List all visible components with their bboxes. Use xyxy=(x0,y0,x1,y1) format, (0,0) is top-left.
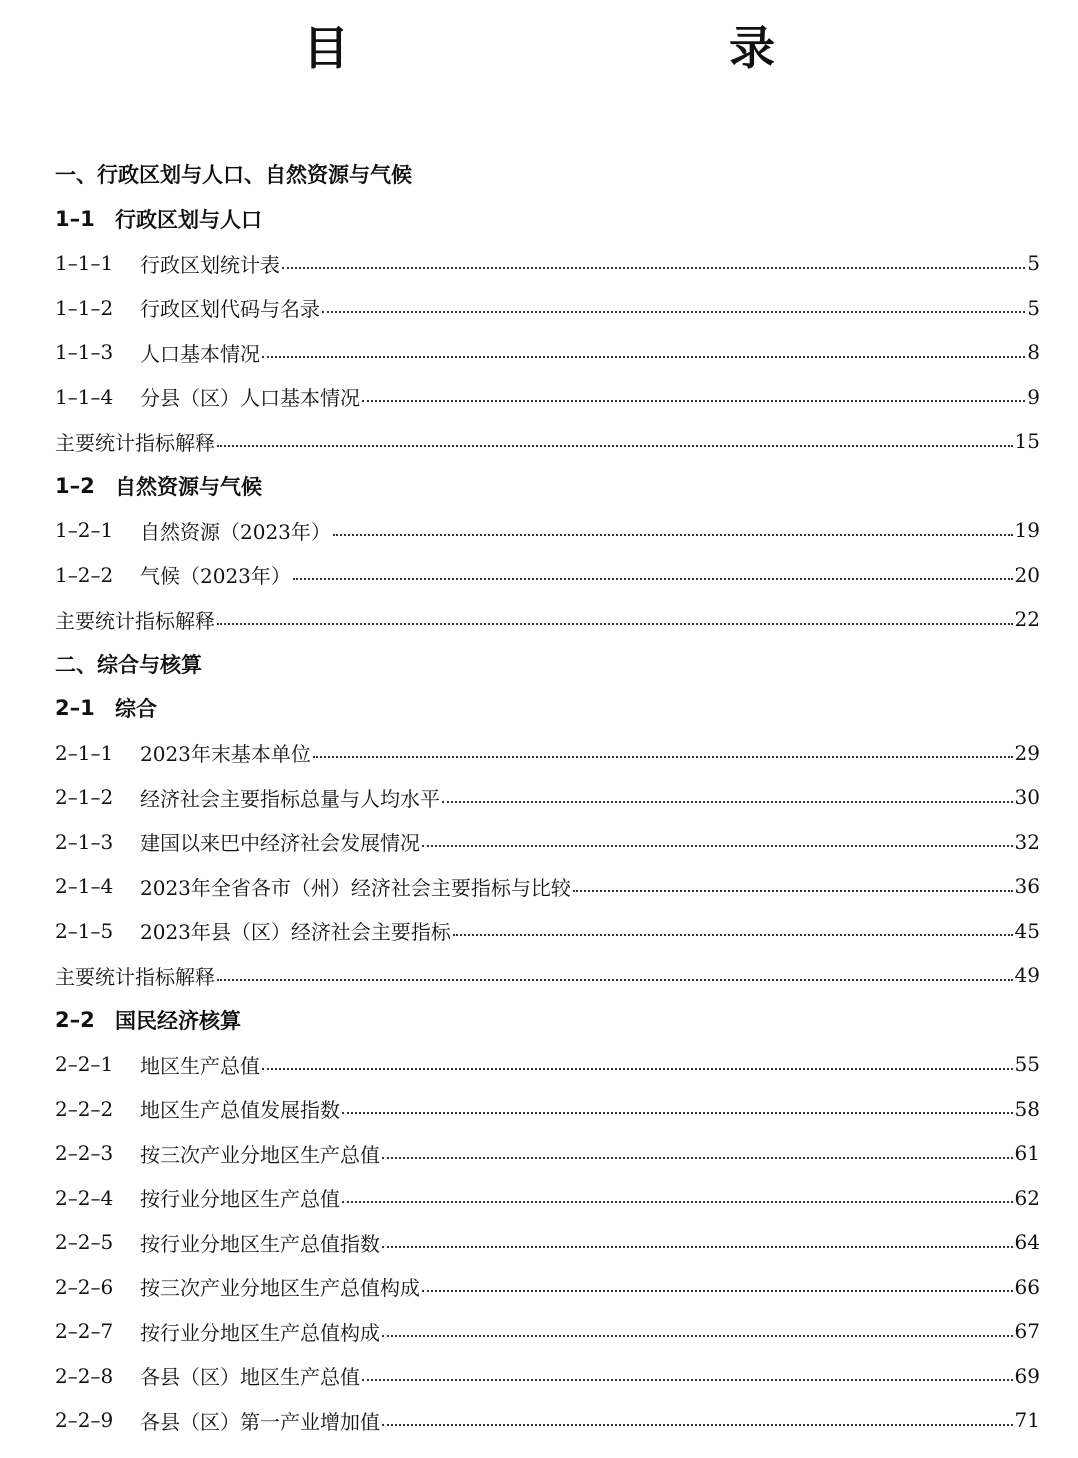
dot-leader xyxy=(313,755,1013,758)
toc-item-label: 行政区划统计表 xyxy=(140,252,280,277)
toc-item-number: 2–2–9 xyxy=(55,1408,114,1433)
toc-page-number: 5 xyxy=(1027,251,1040,276)
toc-item-number: 2–2–8 xyxy=(55,1363,114,1388)
dot-leader xyxy=(342,1200,1013,1203)
toc-item-label: 2023年全省各市（州）经济社会主要指标与比较 xyxy=(140,875,571,900)
toc-page-number: 71 xyxy=(1014,1408,1040,1433)
dot-leader xyxy=(422,1289,1013,1292)
dot-leader xyxy=(382,1156,1013,1159)
toc-item-label: 综合 xyxy=(115,697,157,722)
toc-page-number: 55 xyxy=(1014,1052,1040,1077)
dot-leader xyxy=(422,844,1013,847)
toc-item-number: 2–2–2 xyxy=(55,1096,114,1121)
toc-item-number: 2–1–4 xyxy=(55,874,114,899)
toc-entry[interactable] xyxy=(55,1131,1040,1176)
toc-item-label: 主要统计指标解释 xyxy=(55,430,215,455)
toc-page-number: 8 xyxy=(1027,340,1040,365)
toc-entry[interactable] xyxy=(55,553,1040,598)
dot-leader xyxy=(322,310,1025,313)
toc-item-label: 建国以来巴中经济社会发展情况 xyxy=(140,831,420,856)
dot-leader xyxy=(362,399,1025,402)
toc-item-label: 按行业分地区生产总值指数 xyxy=(140,1231,380,1256)
toc-item-number: 2–2–7 xyxy=(55,1319,114,1344)
toc-page-number: 36 xyxy=(1014,874,1040,899)
toc-page-number: 49 xyxy=(1014,963,1040,988)
toc-item-number: 2–1 xyxy=(55,696,95,721)
toc-entry[interactable] xyxy=(55,241,1040,286)
dot-leader xyxy=(293,577,1013,580)
toc-item-number: 1–1 xyxy=(55,206,95,231)
toc-item-number: 2–2–1 xyxy=(55,1052,114,1077)
toc-entry[interactable] xyxy=(55,1220,1040,1265)
toc-item-label: 按三次产业分地区生产总值 xyxy=(140,1142,380,1167)
toc-item-number: 2–2 xyxy=(55,1007,95,1032)
toc-page-number: 9 xyxy=(1027,384,1040,409)
toc-item-number: 1–1–4 xyxy=(55,384,114,409)
toc-item-label: 地区生产总值发展指数 xyxy=(140,1098,340,1123)
toc-entry[interactable] xyxy=(55,953,1040,998)
toc-page-number: 45 xyxy=(1014,918,1040,943)
toc-page-number: 58 xyxy=(1014,1096,1040,1121)
toc-item-number: 2–2–6 xyxy=(55,1274,114,1299)
toc-page-number: 15 xyxy=(1014,429,1040,454)
toc-entry[interactable] xyxy=(55,1176,1040,1221)
toc-page-number: 22 xyxy=(1014,607,1040,632)
toc-page-number: 64 xyxy=(1014,1230,1040,1255)
toc-entry[interactable] xyxy=(55,597,1040,642)
toc-page-number: 32 xyxy=(1014,829,1040,854)
toc-entry[interactable] xyxy=(55,1309,1040,1354)
toc-entry[interactable] xyxy=(55,775,1040,820)
toc-entry[interactable] xyxy=(55,820,1040,865)
toc-item-number: 1–1–3 xyxy=(55,340,114,365)
toc-item-label: 一、行政区划与人口、自然资源与气候 xyxy=(55,163,412,188)
dot-leader xyxy=(262,1067,1013,1070)
dot-leader xyxy=(217,444,1013,447)
toc-item-number: 1–1–1 xyxy=(55,251,114,276)
toc-item-label: 分县（区）人口基本情况 xyxy=(140,386,360,411)
toc-entry[interactable] xyxy=(55,1087,1040,1132)
toc-page-number: 66 xyxy=(1014,1274,1040,1299)
toc-page-number: 19 xyxy=(1014,518,1040,543)
toc-item-label: 地区生产总值 xyxy=(140,1053,260,1078)
dot-leader xyxy=(442,800,1013,803)
dot-leader xyxy=(282,266,1025,269)
toc-item-label: 二、综合与核算 xyxy=(55,652,202,677)
toc-item-number: 1–1–2 xyxy=(55,295,114,320)
toc-heading xyxy=(55,464,1040,509)
dot-leader xyxy=(262,355,1025,358)
toc-list xyxy=(55,152,1040,1443)
toc-item-label: 按行业分地区生产总值 xyxy=(140,1187,340,1212)
dot-leader xyxy=(217,978,1013,981)
toc-item-number: 2–2–3 xyxy=(55,1141,114,1166)
toc-item-number: 2–1–2 xyxy=(55,785,114,810)
toc-entry[interactable] xyxy=(55,330,1040,375)
dot-leader xyxy=(362,1378,1013,1381)
toc-entry[interactable] xyxy=(55,909,1040,954)
toc-item-label: 按行业分地区生产总值构成 xyxy=(140,1320,380,1345)
toc-item-label: 国民经济核算 xyxy=(115,1008,241,1033)
toc-item-label: 主要统计指标解释 xyxy=(55,964,215,989)
toc-item-number: 2–2–4 xyxy=(55,1185,114,1210)
toc-item-label: 气候（2023年） xyxy=(140,564,291,589)
toc-page-number: 30 xyxy=(1014,785,1040,810)
dot-leader xyxy=(217,622,1013,625)
toc-entry[interactable] xyxy=(55,731,1040,776)
toc-item-label: 经济社会主要指标总量与人均水平 xyxy=(140,786,440,811)
toc-item-label: 2023年县（区）经济社会主要指标 xyxy=(140,920,451,945)
toc-item-label: 人口基本情况 xyxy=(140,341,260,366)
toc-item-number: 2–1–1 xyxy=(55,740,114,765)
toc-entry[interactable] xyxy=(55,1398,1040,1443)
toc-heading xyxy=(55,197,1040,242)
toc-item-label: 按三次产业分地区生产总值构成 xyxy=(140,1276,420,1301)
dot-leader xyxy=(382,1245,1013,1248)
toc-page-number: 5 xyxy=(1027,295,1040,320)
toc-item-number: 2–2–5 xyxy=(55,1230,114,1255)
toc-item-label: 自然资源与气候 xyxy=(115,474,262,499)
toc-entry[interactable] xyxy=(55,375,1040,420)
toc-page-number: 20 xyxy=(1014,562,1040,587)
toc-item-label: 各县（区）第一产业增加值 xyxy=(140,1409,380,1434)
dot-leader xyxy=(333,533,1013,536)
toc-item-label: 各县（区）地区生产总值 xyxy=(140,1365,360,1390)
toc-entry[interactable] xyxy=(55,286,1040,331)
toc-item-label: 2023年末基本单位 xyxy=(140,742,311,767)
toc-entry[interactable] xyxy=(55,1265,1040,1310)
toc-item-number: 1–2 xyxy=(55,473,95,498)
toc-page-number: 29 xyxy=(1014,740,1040,765)
toc-entry[interactable] xyxy=(55,419,1040,464)
toc-heading xyxy=(55,686,1040,731)
page-title: 目 录 xyxy=(303,21,871,75)
toc-item-number: 2–1–5 xyxy=(55,918,114,943)
toc-item-label: 主要统计指标解释 xyxy=(55,608,215,633)
toc-page-number: 69 xyxy=(1014,1363,1040,1388)
toc-item-number: 1–2–1 xyxy=(55,518,114,543)
dot-leader xyxy=(342,1111,1013,1114)
toc-entry[interactable] xyxy=(55,1042,1040,1087)
dot-leader xyxy=(382,1423,1013,1426)
toc-entry[interactable] xyxy=(55,864,1040,909)
toc-page-number: 67 xyxy=(1014,1319,1040,1344)
dot-leader xyxy=(573,889,1013,892)
dot-leader xyxy=(453,933,1013,936)
toc-entry[interactable] xyxy=(55,508,1040,553)
toc-heading xyxy=(55,998,1040,1043)
toc-item-label: 自然资源（2023年） xyxy=(140,519,331,544)
toc-page-number: 61 xyxy=(1014,1141,1040,1166)
toc-item-label: 行政区划代码与名录 xyxy=(140,297,320,322)
toc-item-number: 1–2–2 xyxy=(55,562,114,587)
dot-leader xyxy=(382,1334,1013,1337)
toc-entry[interactable] xyxy=(55,1354,1040,1399)
toc-page-number: 62 xyxy=(1014,1185,1040,1210)
toc-item-number: 2–1–3 xyxy=(55,829,114,854)
toc-heading xyxy=(55,642,1040,687)
toc-heading xyxy=(55,152,1040,197)
toc-item-label: 行政区划与人口 xyxy=(115,207,262,232)
